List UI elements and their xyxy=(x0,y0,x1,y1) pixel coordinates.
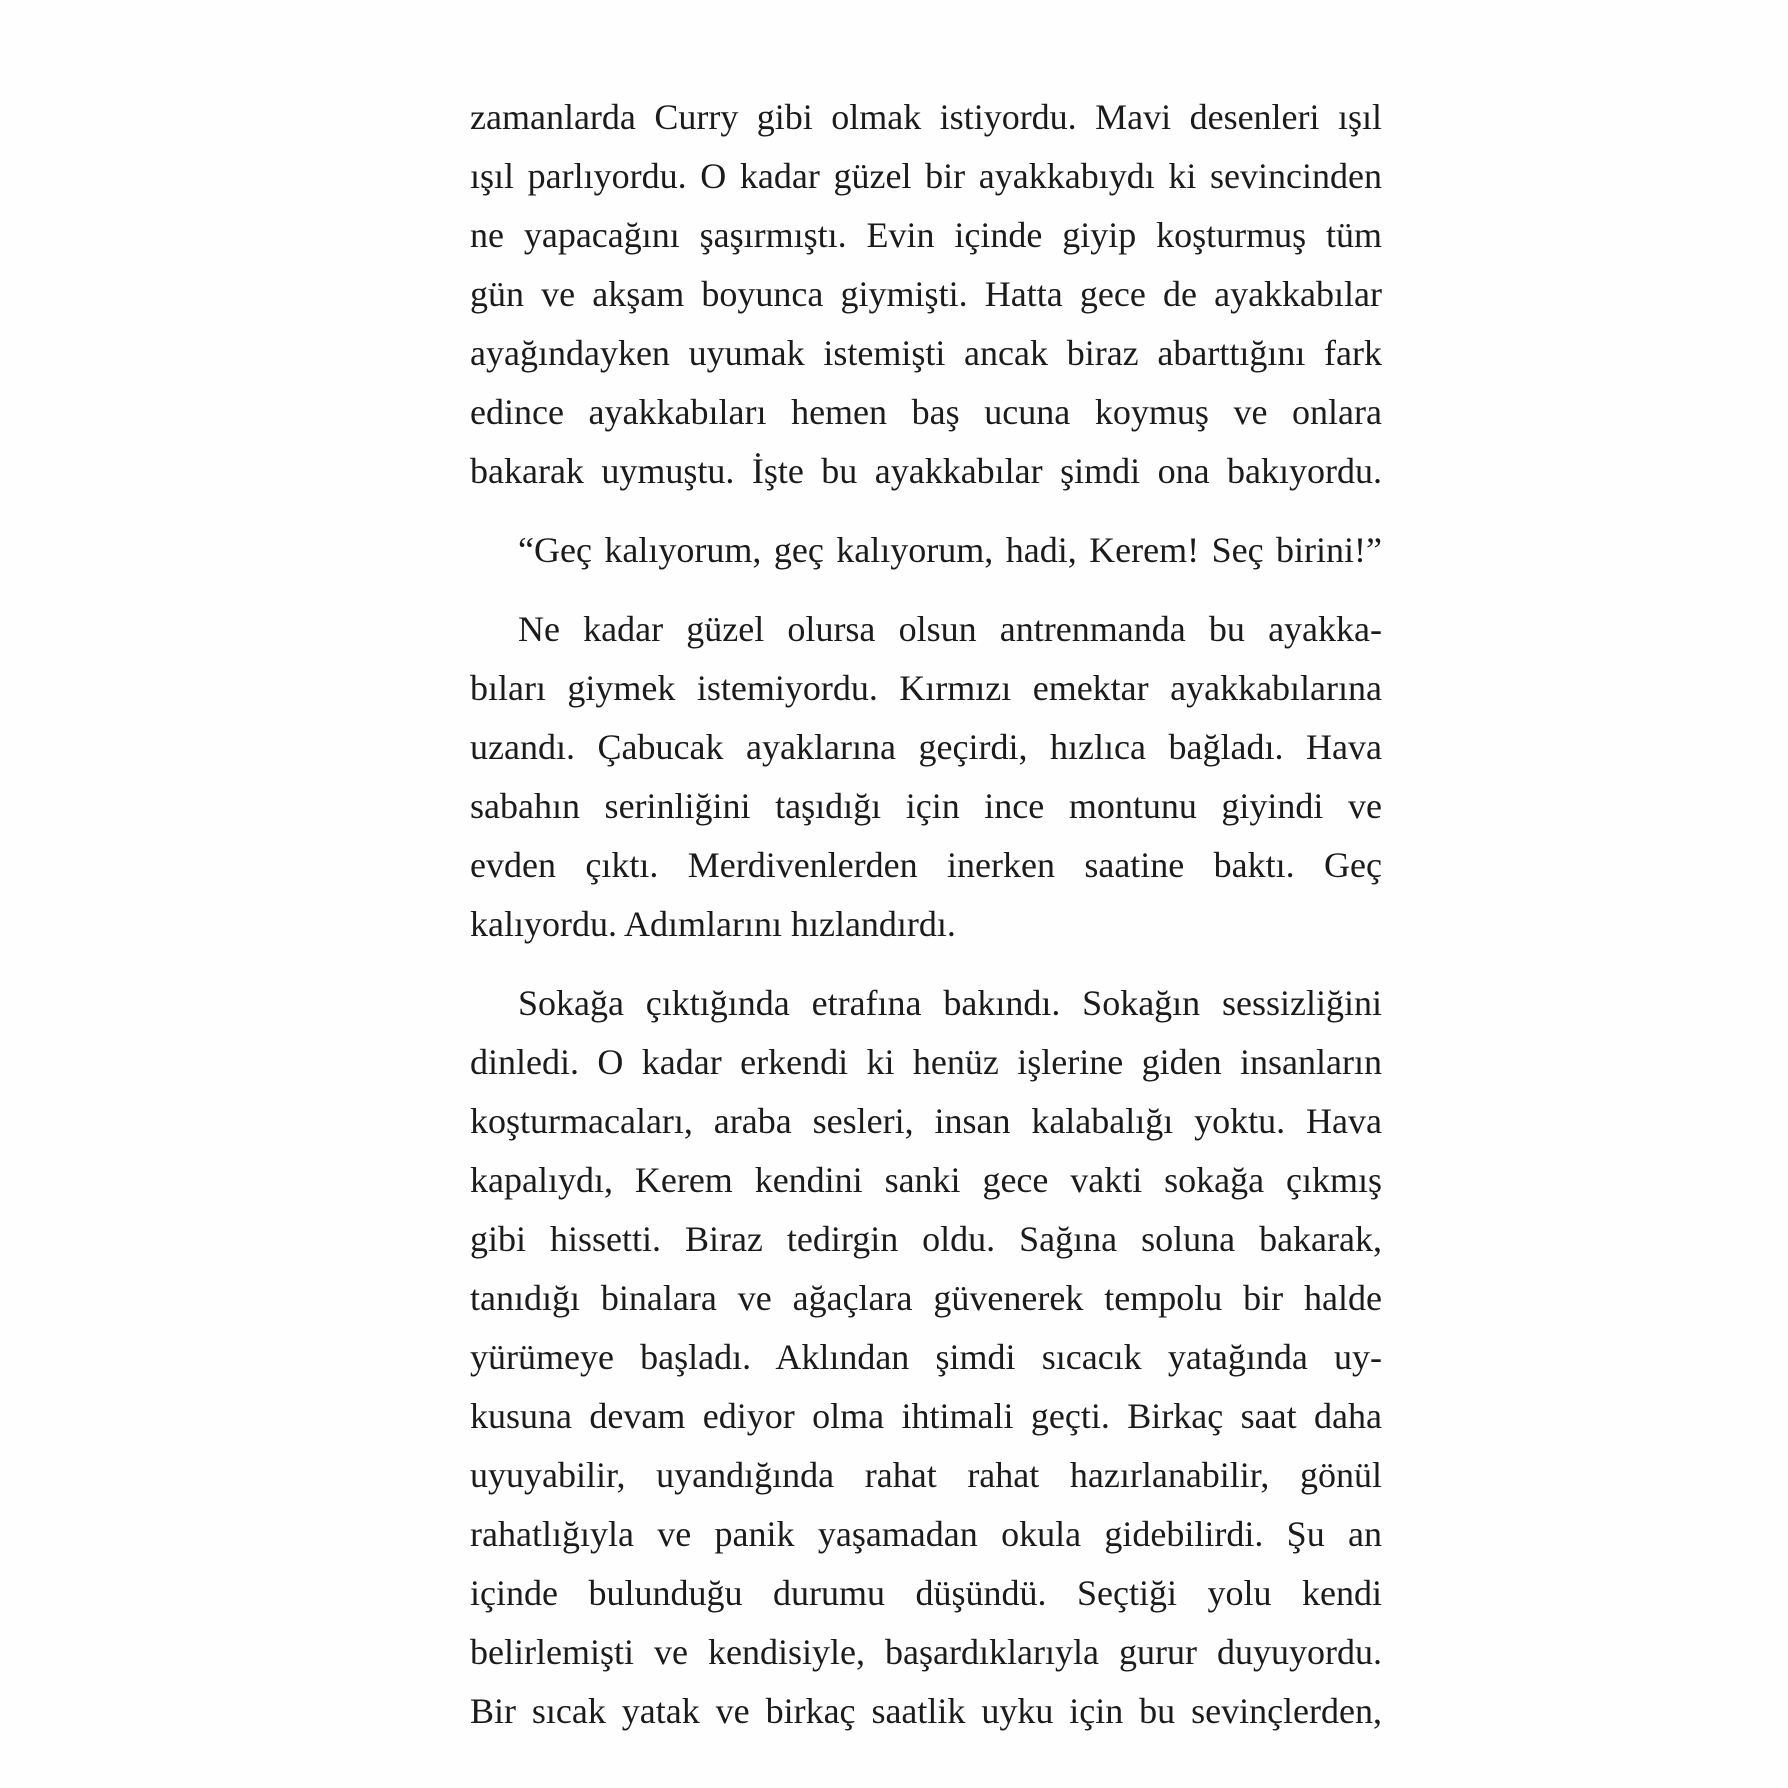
text-line: Bir sıcak yatak ve birkaç saatlik uyku için bu sevinçlerden, xyxy=(470,1691,1382,1731)
text-line: Sokağa çıktığında etrafına bakındı. Sokağın sessizliğini xyxy=(518,983,1382,1023)
text-line: yürümeye başladı. Aklından şimdi sıcacık yatağında uy- xyxy=(470,1337,1382,1377)
text-line: gibi hissetti. Biraz tedirgin oldu. Sağına soluna bakarak, xyxy=(470,1219,1382,1259)
text-line: ışıl parlıyordu. O kadar güzel bir ayakkabıydı ki sevincinden xyxy=(470,156,1382,196)
body-text xyxy=(470,88,1382,1741)
text-line: kalıyordu. Adımlarını hızlandırdı. xyxy=(470,904,956,944)
text-line: uzandı. Çabucak ayaklarına geçirdi, hızlıca bağladı. Hava xyxy=(470,727,1382,767)
paragraph xyxy=(470,974,1382,1741)
text-line: “Geç kalıyorum, geç kalıyorum, hadi, Kerem! Seç birini!” xyxy=(518,530,1382,570)
text-line: içinde bulunduğu durumu düşündü. Seçtiği yolu kendi xyxy=(470,1573,1382,1613)
paragraph xyxy=(470,521,1382,580)
text-line: gün ve akşam boyunca giymişti. Hatta gece de ayakkabılar xyxy=(470,274,1382,314)
text-line: kusuna devam ediyor olma ihtimali geçti. Birkaç saat daha xyxy=(470,1396,1382,1436)
text-line: evden çıktı. Merdivenlerden inerken saatine baktı. Geç xyxy=(470,845,1382,885)
text-line: sabahın serinliğini taşıdığı için ince montunu giyindi ve xyxy=(470,786,1382,826)
text-line: kapalıydı, Kerem kendini sanki gece vakti sokağa çıkmış xyxy=(470,1160,1382,1200)
text-line: ne yapacağını şaşırmıştı. Evin içinde giyip koşturmuş tüm xyxy=(470,215,1382,255)
text-line: bıları giymek istemiyordu. Kırmızı emektar ayakkabılarına xyxy=(470,668,1382,708)
text-line: edince ayakkabıları hemen baş ucuna koymuş ve onlara xyxy=(470,392,1382,432)
text-line: dinledi. O kadar erkendi ki henüz işlerine giden insanların xyxy=(470,1042,1382,1082)
paragraph xyxy=(470,600,1382,954)
text-line: zamanlarda Curry gibi olmak istiyordu. Mavi desenleri ışıl xyxy=(470,97,1382,137)
text-line: Ne kadar güzel olursa olsun antrenmanda bu ayakka- xyxy=(518,609,1382,649)
text-line: rahatlığıyla ve panik yaşamadan okula gidebilirdi. Şu an xyxy=(470,1514,1382,1554)
text-line: uyuyabilir, uyandığında rahat rahat hazırlanabilir, gönül xyxy=(470,1455,1382,1495)
text-line: bakarak uymuştu. İşte bu ayakkabılar şimdi ona bakıyordu. xyxy=(470,451,1382,491)
text-line: tanıdığı binalara ve ağaçlara güvenerek tempolu bir halde xyxy=(470,1278,1382,1318)
text-line: belirlemişti ve kendisiyle, başardıklarıyla gurur duyuyordu. xyxy=(470,1632,1382,1672)
text-line: koşturmacaları, araba sesleri, insan kalabalığı yoktu. Hava xyxy=(470,1101,1382,1141)
paragraph xyxy=(470,88,1382,501)
text-line: ayağındayken uyumak istemişti ancak biraz abarttığını fark xyxy=(470,333,1382,373)
